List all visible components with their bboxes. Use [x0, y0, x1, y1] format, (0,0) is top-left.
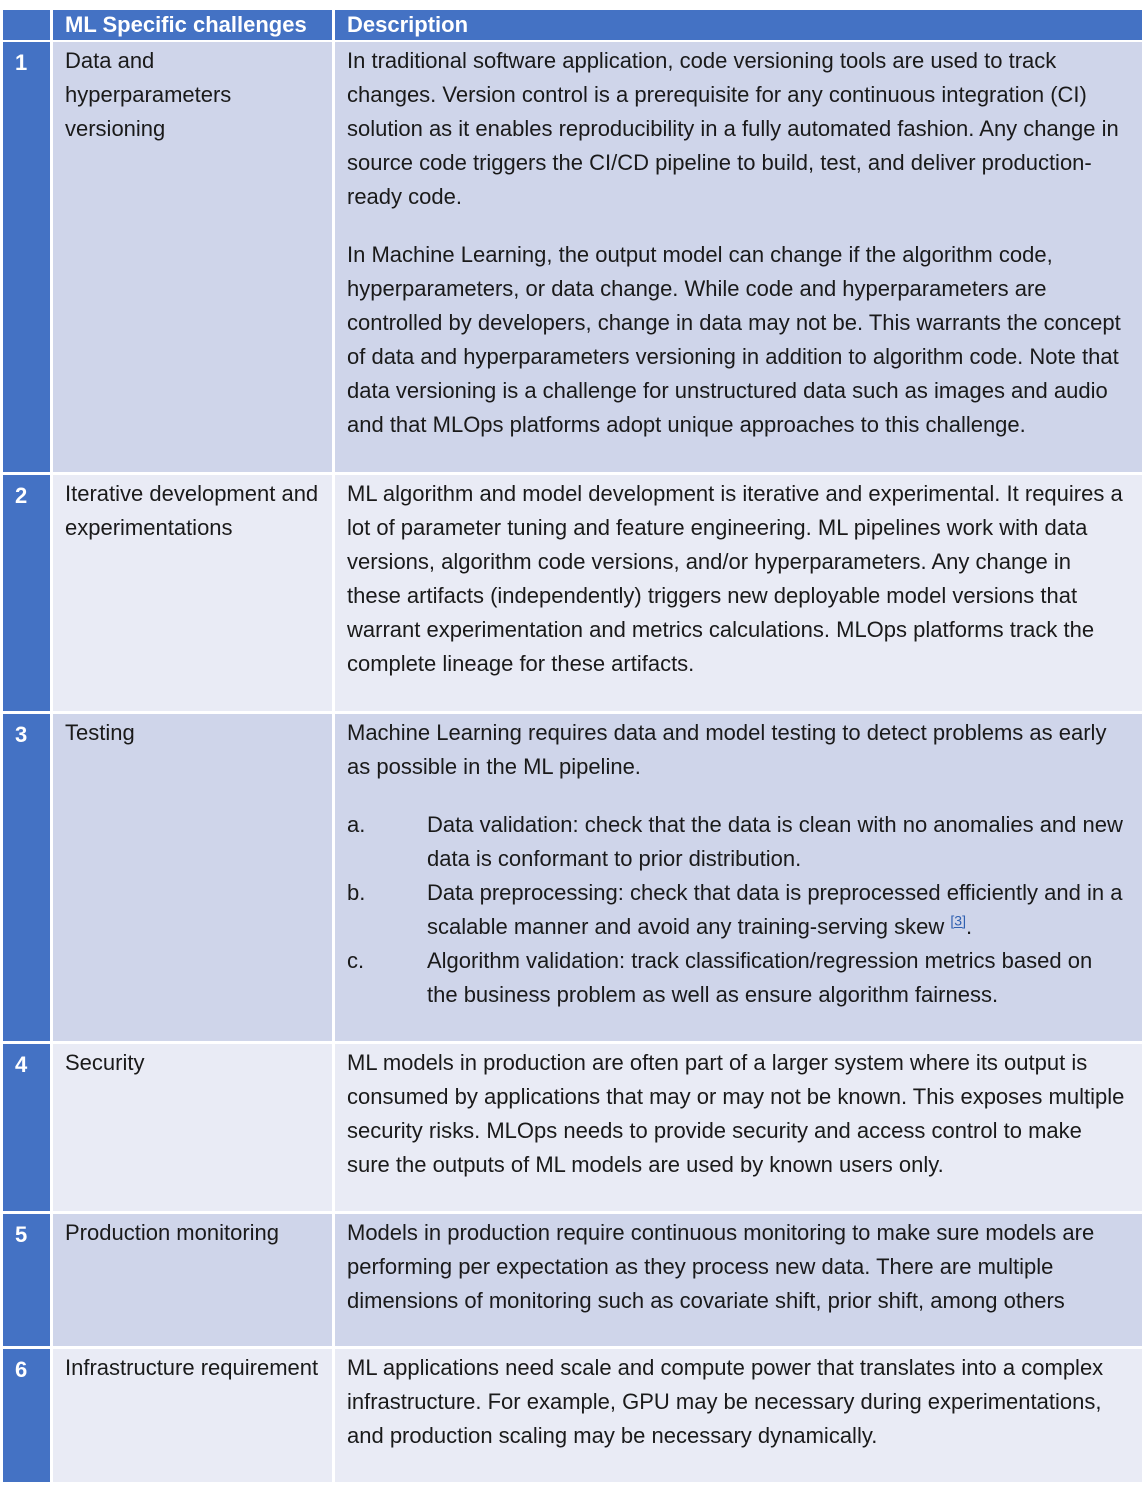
challenge-cell: Security	[53, 1044, 335, 1214]
table-row	[3, 1349, 1142, 1485]
row-number: 5	[3, 1214, 53, 1349]
ml-challenges-table	[3, 10, 1142, 1485]
challenge-cell: Iterative development and experimentations	[53, 475, 335, 714]
description-cell	[335, 1214, 1142, 1349]
list-text-wrapper	[427, 876, 1128, 944]
list-letter: b.	[347, 880, 366, 905]
description-paragraph: ML models in production are often part of a larger system where its output is consumed by applications that may or may not be known. This exposes multiple security risks. MLOps needs to provide security and access control to make sure the outputs of ML models are used by known users only.	[347, 1050, 1125, 1177]
challenge-cell: Data and hyperparameters versioning	[53, 42, 335, 475]
row-number: 2	[3, 475, 53, 714]
list-text-tail: .	[965, 914, 973, 939]
list-letter: a.	[347, 812, 366, 837]
table-row	[3, 1214, 1142, 1349]
list-letter: c.	[347, 948, 365, 973]
description-paragraph: ML algorithm and model development is iterative and experimental. It requires a lot of parameter tuning and feature engineering. ML pipelines work with data versions, algorithm code versions, and/or hyperparameters. Any change in these artifacts (independently) triggers new deployable model versions that warrant experimentation and metrics calculations. MLOps platforms track the complete lineage for these artifacts.	[347, 481, 1123, 676]
description-paragraph: Machine Learning requires data and model testing to detect problems as early as possible in the ML pipeline.	[347, 720, 1107, 779]
row-number: 4	[3, 1044, 53, 1214]
row-number: 6	[3, 1349, 53, 1485]
description-cell	[335, 42, 1142, 475]
list-text: Data preprocessing: check that data is preprocessed efficiently and in a scalable manner and avoid any training-serving skew	[427, 880, 1123, 939]
description-paragraph: Models in production require continuous monitoring to make sure models are performing per expectation as they process new data. There are multiple dimensions of monitoring such as covariate shift, prior shift, among others	[347, 1220, 1095, 1313]
challenge-cell: Testing	[53, 714, 335, 1044]
header-num	[3, 10, 53, 42]
challenge-cell: Production monitoring	[53, 1214, 335, 1349]
description-cell	[335, 1349, 1142, 1485]
description-cell	[335, 714, 1142, 1044]
row-number: 3	[3, 714, 53, 1044]
description-paragraph: ML applications need scale and compute power that translates into a complex infrastructure. For example, GPU may be necessary during experimentations, and production scaling may be necessary dynamically.	[347, 1355, 1104, 1448]
header-challenge: ML Specific challenges	[53, 10, 335, 42]
list-text: Algorithm validation: track classification/regression metrics based on the business problem as well as ensure algorithm fairness.	[427, 948, 1093, 1007]
row-number: 1	[3, 42, 53, 475]
citation-link[interactable]: [3]	[950, 912, 966, 929]
list-item	[347, 808, 1128, 876]
table-row	[3, 42, 1142, 475]
table-row	[3, 714, 1142, 1044]
description-paragraph: In traditional software application, code versioning tools are used to track changes. Version control is a prerequisite for any continuous integration (CI) solution as it enables reproducibility in a fully automated fashion. Any change in source code triggers the CI/CD pipeline to build, test, and deliver production-ready code.	[347, 48, 1119, 209]
description-cell	[335, 475, 1142, 714]
list-item	[347, 876, 1128, 944]
header-row	[3, 10, 1142, 42]
challenge-cell: Infrastructure requirement	[53, 1349, 335, 1485]
list-text: Data validation: check that the data is clean with no anomalies and new data is conformant to prior distribution.	[427, 812, 1123, 871]
header-description: Description	[335, 10, 1142, 42]
list-item	[347, 944, 1128, 1012]
table-row	[3, 1044, 1142, 1214]
table-row	[3, 475, 1142, 714]
testing-list	[347, 808, 1128, 1012]
description-cell	[335, 1044, 1142, 1214]
description-paragraph: In Machine Learning, the output model can change if the algorithm code, hyperparameters, or data change. While code and hyperparameters are controlled by developers, change in data may not be. This warrants the concept of data and hyperparameters versioning in addition to algorithm code. Note that data versioning is a challenge for unstructured data such as images and audio and that MLOps platforms adopt unique approaches to this challenge.	[347, 242, 1121, 437]
